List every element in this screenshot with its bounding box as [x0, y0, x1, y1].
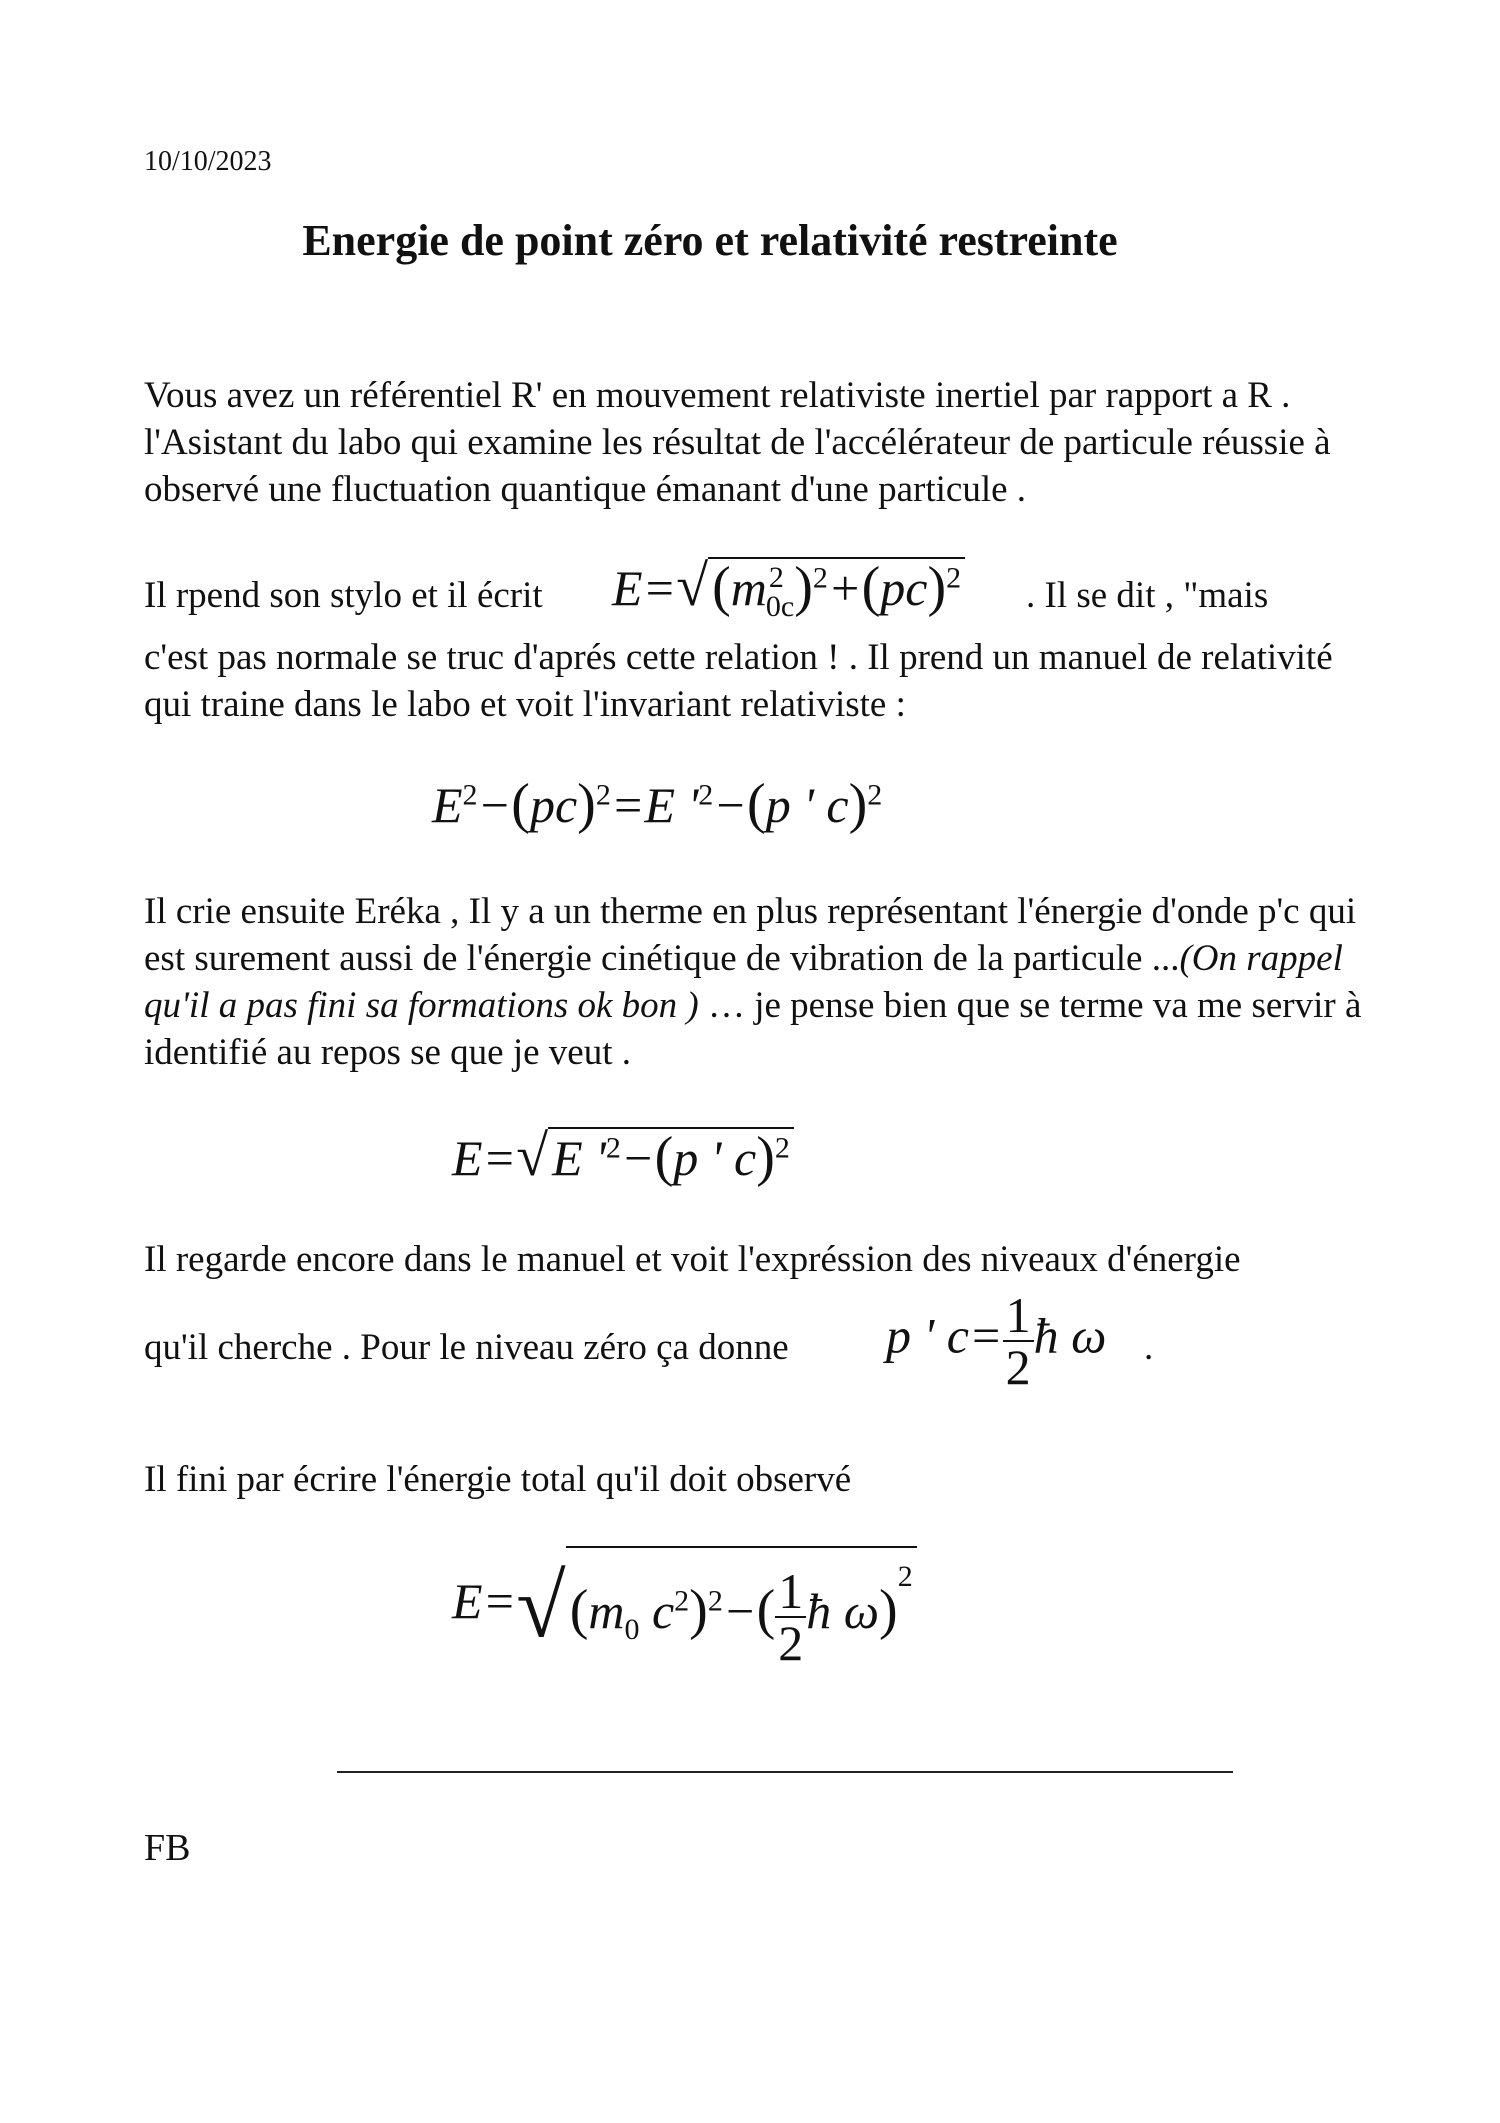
- paragraph-intro: Vous avez un référentiel R' en mouvement relativiste inertiel par rapport a R . l'Asistant du labo qui examine les résultat de l'accélérateur de particule réussie à observé une fluctuation quantique émanant d'une particule .: [144, 375, 1331, 510]
- document-title: Energie de point zéro et relativité restreinte: [302, 216, 1118, 265]
- paragraph-stylo-lead: Il rpend son stylo et il écrit: [144, 575, 543, 616]
- equation-energy-root: E=√E '$^2-(p$ ' c)$^2$: [452, 1122, 794, 1189]
- paragraph-niveaux-line1: Il regarde encore dans le manuel et voit l'expréssion des niveaux d'énergie: [144, 1239, 1241, 1280]
- paragraph-ereka-text: Il crie ensuite Eréka , Il y a un therme en plus représentant l'énergie d'onde p'c qui est surement aussi de l'énergie cinétique de vibration de la particule ...: [144, 891, 1357, 979]
- paragraph-manuel: c'est pas normale se truc d'aprés cette relation ! . Il prend un manuel de relativité qui traine dans le labo et voit l'invariant relativiste :: [144, 637, 1333, 725]
- paragraph-ereka-aside: (On rappel qu'il a pas fini sa formations ok bon ): [144, 938, 1343, 1026]
- equation-energy-momentum: $E=√(m^2_{0c})^2+(pc)^2$: [612, 552, 965, 622]
- equation-zero-point: p ' c= $\frac{1}{2}$ ħ ω: [886, 1287, 1107, 1395]
- equation-total-energy: $E=√(m_0$ $c^2)^2-$( $\frac{1}{2}$ ħ ω)$^2$: [452, 1546, 917, 1668]
- paragraph-niveaux-end: .: [1144, 1327, 1154, 1368]
- paragraph-stylo-tail: . Il se dit , "mais: [1026, 575, 1269, 616]
- signature: FB: [144, 1827, 191, 1869]
- paragraph-niveaux-line2: qu'il cherche . Pour le niveau zéro ça donne: [144, 1327, 789, 1368]
- separator-rule: [337, 1771, 1233, 1773]
- equation-invariant: $E^2-(pc)^2=E$ '$^2-(p$ ' c)$^2$: [432, 773, 883, 835]
- paragraph-stylo-line: [144, 574, 543, 617]
- document-date: 10/10/2023: [144, 146, 272, 177]
- paragraph-ereka-end: … je pense bien que se terme va me servir à identifié au repos se que je veut .: [144, 985, 1362, 1073]
- paragraph-ereka: [144, 888, 1384, 1076]
- paragraph-total: Il fini par écrire l'énergie total qu'il doit observé: [144, 1459, 852, 1500]
